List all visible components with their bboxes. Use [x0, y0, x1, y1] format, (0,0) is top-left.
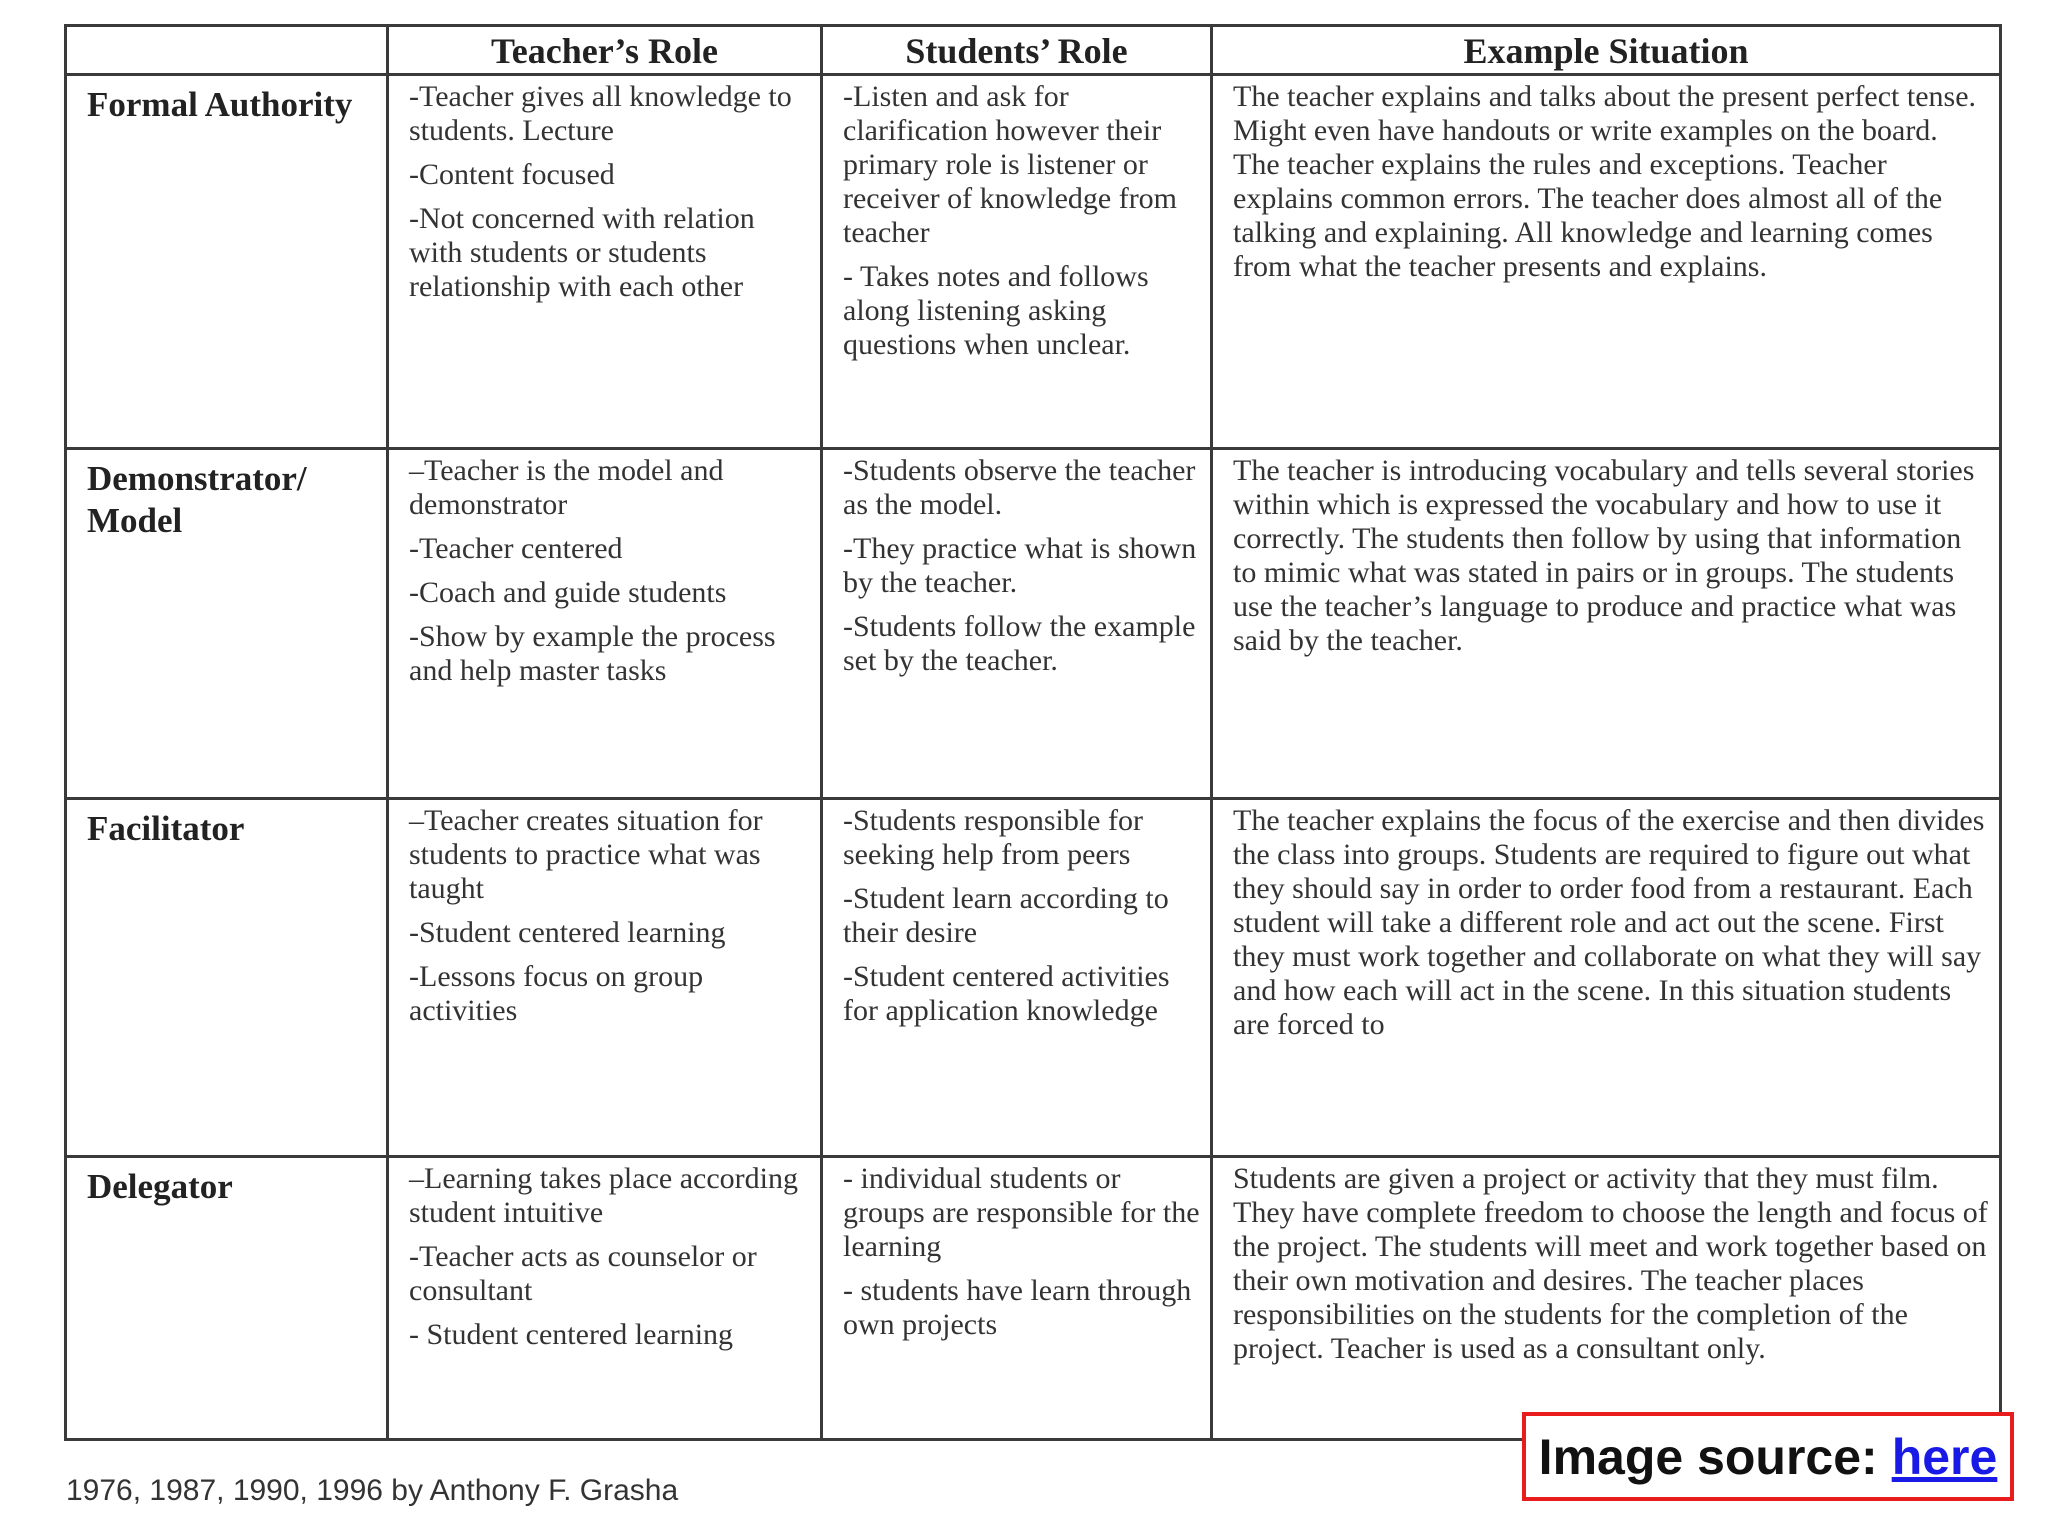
students-role-item: -Students responsible for seeking help from peers — [843, 804, 1143, 871]
teacher-role-cell — [388, 75, 822, 449]
table-row — [66, 449, 2001, 799]
style-name-demonstrator-model: Demonstrator/ Model — [66, 449, 388, 799]
teacher-role-cell — [388, 799, 822, 1157]
example-situation-cell — [1212, 1157, 2001, 1440]
header-blank-cell — [66, 26, 388, 75]
teaching-styles-table — [64, 24, 2002, 1441]
style-name-delegator: Delegator — [66, 1157, 388, 1440]
teacher-role-item: - Student centered learning — [409, 1318, 734, 1351]
example-situation-cell — [1212, 799, 2001, 1157]
students-role-item: -Student learn according to their desire — [843, 882, 1169, 949]
students-role-item: -They practice what is shown by the teacher. — [843, 532, 1197, 599]
citation-text: 1976, 1987, 1990, 1996 by Anthony F. Grasha — [66, 1474, 679, 1507]
students-role-item: - individual students or groups are responsible for the learning — [843, 1162, 1200, 1263]
students-role-item: -Students follow the example set by the teacher. — [843, 610, 1196, 677]
teacher-role-item: -Teacher acts as counselor or consultant — [409, 1240, 757, 1307]
teacher-role-cell — [388, 449, 822, 799]
header-teachers-role: Teacher’s Role — [388, 26, 822, 75]
teacher-role-item: –Teacher creates situation for students to practice what was taught — [409, 804, 763, 905]
students-role-item: -Students observe the teacher as the model. — [843, 454, 1196, 521]
teacher-role-item: -Lessons focus on group activities — [409, 960, 704, 1027]
students-role-item: -Student centered activities for application knowledge — [843, 960, 1170, 1027]
teacher-role-item: –Teacher is the model and demonstrator — [409, 454, 724, 521]
example-situation-cell — [1212, 75, 2001, 449]
students-role-cell — [822, 449, 1212, 799]
teacher-role-item: -Teacher centered — [409, 532, 623, 565]
teacher-role-item: -Student centered learning — [409, 916, 726, 949]
students-role-cell — [822, 799, 1212, 1157]
example-situation-text: Students are given a project or activity that they must film. They have complete freedom to choose the length and focus of the project. The students will meet and work together based on their own motivation and desires. The teacher places responsibilities on the students for the completion of the project. Teacher is used as a consultant only. — [1233, 1162, 1988, 1365]
teacher-role-item: -Coach and guide students — [409, 576, 727, 609]
table-header-row — [66, 26, 2001, 75]
image-source-link[interactable]: here — [1891, 1428, 1998, 1485]
students-role-item: - students have learn through own projects — [843, 1274, 1192, 1341]
teacher-role-item: -Teacher gives all knowledge to students. Lecture — [409, 80, 792, 147]
teacher-role-item: -Content focused — [409, 158, 615, 191]
students-role-item: -Listen and ask for clarification however their primary role is listener or receiver of knowledge from teacher — [843, 80, 1178, 249]
teacher-role-cell — [388, 1157, 822, 1440]
table-row — [66, 75, 2001, 449]
header-students-role: Students’ Role — [822, 26, 1212, 75]
example-situation-text: The teacher is introducing vocabulary and tells several stories within which is expressed the vocabulary and how to use it correctly. The students then follow by using that information to mimic what was stated in pairs or in groups. The students use the teacher’s language to produce and practice what was said by the teacher. — [1233, 454, 1975, 657]
style-name-facilitator: Facilitator — [66, 799, 388, 1157]
image-source-label: Image source: — [1538, 1428, 1878, 1485]
students-role-item: - Takes notes and follows along listening asking questions when unclear. — [843, 260, 1149, 361]
header-example-situation: Example Situation — [1212, 26, 2001, 75]
table-row — [66, 799, 2001, 1157]
table-row — [66, 1157, 2001, 1440]
students-role-cell — [822, 1157, 1212, 1440]
image-source-box — [1522, 1412, 2014, 1501]
teacher-role-item: –Learning takes place according student intuitive — [409, 1162, 798, 1229]
example-situation-text: The teacher explains and talks about the present perfect tense. Might even have handouts or write examples on the board. The teacher explains the rules and exceptions. Teacher explains common errors. The teacher does almost all of the talking and explaining. All knowledge and learning comes from what the teacher presents and explains. — [1233, 80, 1977, 283]
style-name-formal-authority: Formal Authority — [66, 75, 388, 449]
example-situation-cell — [1212, 449, 2001, 799]
example-situation-text: The teacher explains the focus of the exercise and then divides the class into groups. Students are required to figure out what they should say in order to order food from a restaurant. Each student will take a different role and act out the scene. First they must work together and collaborate on what they will say and how each will act in the scene. In this situation students are forced to — [1233, 804, 1985, 1041]
teacher-role-item: -Not concerned with relation with students or students relationship with each other — [409, 202, 755, 303]
students-role-cell — [822, 75, 1212, 449]
teacher-role-item: -Show by example the process and help master tasks — [409, 620, 776, 687]
